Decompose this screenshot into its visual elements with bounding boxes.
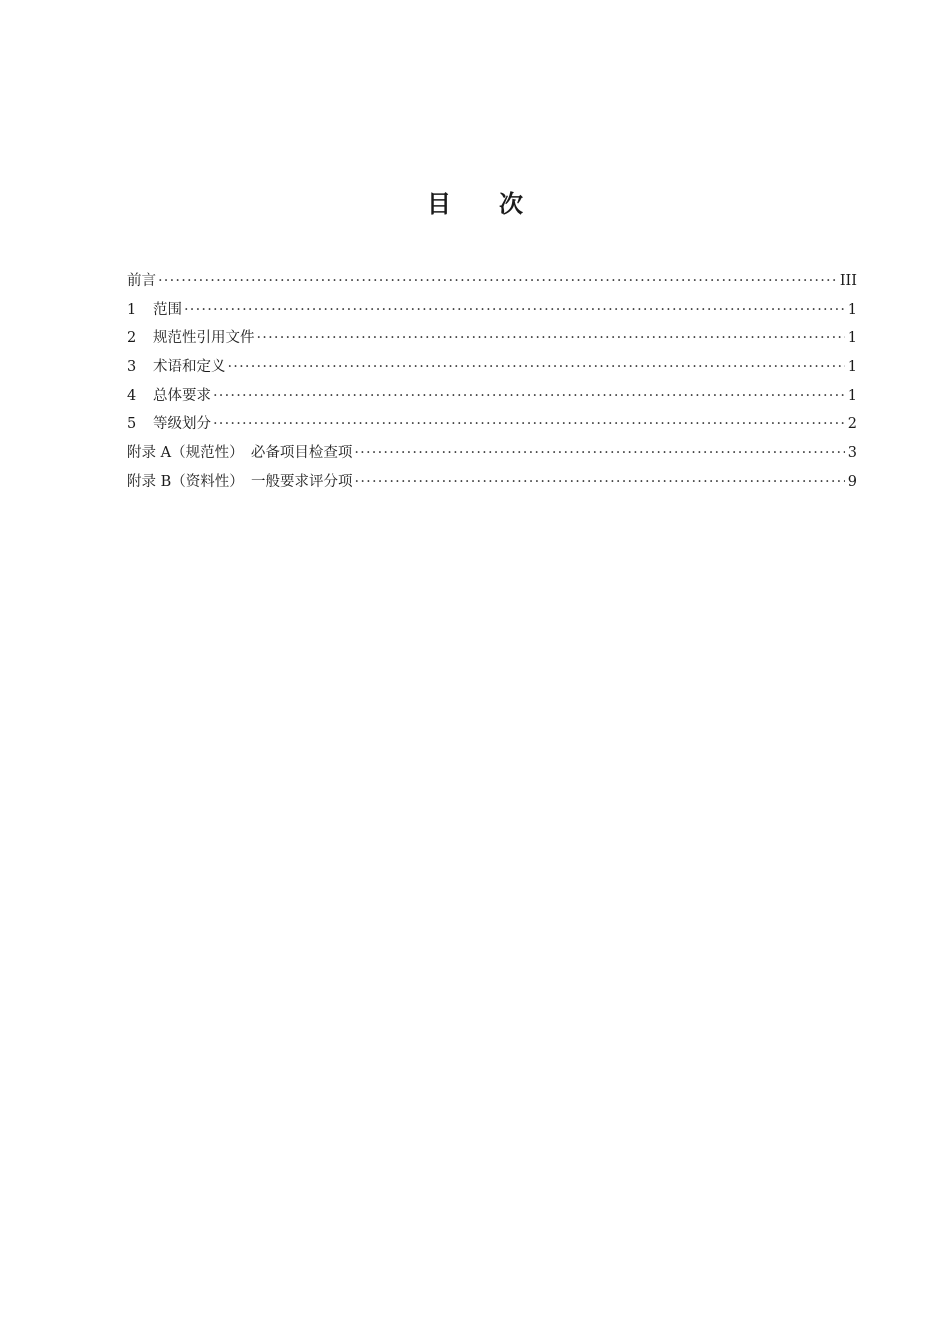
toc-entry-normative-references[interactable] — [127, 324, 857, 353]
toc-entry-label: 术语和定义 — [153, 359, 226, 376]
toc-entry-page: 1 — [847, 359, 857, 376]
toc-entry-number: 2 — [127, 330, 137, 347]
toc-entry-label: 附录 A（规范性） 必备项目检查项 — [127, 445, 353, 462]
toc-entry-label: 总体要求 — [153, 387, 211, 404]
toc-entry-label: 等级划分 — [153, 416, 211, 433]
toc-entry-page: 1 — [847, 301, 857, 318]
toc-leader-dots — [184, 296, 845, 325]
toc-leader-dots — [354, 439, 845, 468]
toc-entry-foreword[interactable] — [127, 267, 857, 296]
toc-entry-grade-classification[interactable] — [127, 410, 857, 439]
toc-title-char-2: 次 — [499, 190, 523, 218]
toc-entry-terms-definitions[interactable] — [127, 353, 857, 382]
toc-title — [0, 186, 950, 222]
toc-leader-dots — [158, 267, 838, 296]
toc-entry-label: 规范性引用文件 — [153, 330, 255, 347]
toc-entry-number: 4 — [127, 387, 137, 404]
toc-entry-page: 1 — [847, 387, 857, 404]
toc-entry-page: 3 — [847, 445, 857, 462]
toc-entry-appendix-a[interactable] — [127, 439, 857, 468]
toc-entry-number: 3 — [127, 359, 137, 376]
toc-entry-general-requirements[interactable] — [127, 382, 857, 411]
toc-leader-dots — [257, 324, 846, 353]
toc-entry-page: III — [839, 272, 857, 289]
toc-leader-dots — [213, 410, 845, 439]
toc-list — [127, 267, 857, 497]
toc-entry-number: 5 — [127, 416, 137, 433]
toc-entry-number: 1 — [127, 301, 137, 318]
toc-entry-page: 2 — [847, 416, 857, 433]
toc-leader-dots — [355, 468, 845, 497]
toc-entry-scope[interactable] — [127, 296, 857, 325]
toc-entry-appendix-b[interactable] — [127, 468, 857, 497]
toc-entry-label: 附录 B（资料性） 一般要求评分项 — [127, 473, 353, 490]
toc-leader-dots — [213, 382, 845, 411]
toc-entry-page: 9 — [847, 473, 857, 490]
toc-entry-label: 范围 — [153, 301, 182, 318]
toc-leader-dots — [228, 353, 846, 382]
toc-entry-label: 前言 — [127, 272, 156, 289]
toc-title-char-1: 目 — [427, 190, 451, 218]
toc-entry-page: 1 — [847, 330, 857, 347]
